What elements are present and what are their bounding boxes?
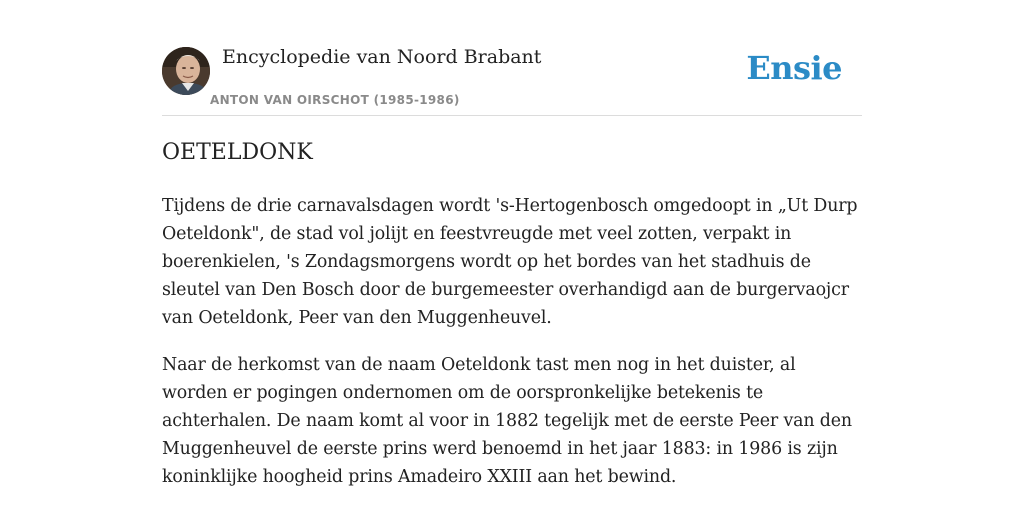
header xyxy=(162,45,862,116)
ensie-logo[interactable]: Ensie xyxy=(746,49,842,87)
author-name[interactable]: ANTON VAN OIRSCHOT (1985-1986) xyxy=(210,93,460,107)
paragraph: Naar de herkomst van de naam Oeteldonk tast men nog in het duister, al worden er pogingen ondernomen om de oorspronkelijke betekenis te achterhalen. De naam komt al voor in 1882 tegelijk met de eerste Peer van den Muggenheuvel de eerste prins werd benoemd in het jaar 1883: in 1986 is zijn koninklijke hoogheid prins Amadeiro XXIII aan het bewind. xyxy=(162,355,852,487)
paragraph: Tijdens de drie carnavalsdagen wordt 's-Hertogenbosch omgedoopt in „Ut Durp Oeteldonk", de stad vol jolijt en feestvreugde met veel zotten, verpakt in boerenkielen, 's Zondagsmorgens wordt op het bordes van het stadhuis de sleutel van Den Bosch door de burgemeester overhandigd aan de burgervaojcr van Oeteldonk, Peer van den Muggenheuvel. xyxy=(162,196,858,328)
entry-body xyxy=(162,192,862,510)
author-portrait-icon xyxy=(162,47,210,95)
entry-title: OETELDONK xyxy=(162,140,313,165)
author-avatar[interactable] xyxy=(162,47,210,95)
source-title[interactable]: Encyclopedie van Noord Brabant xyxy=(222,46,542,68)
